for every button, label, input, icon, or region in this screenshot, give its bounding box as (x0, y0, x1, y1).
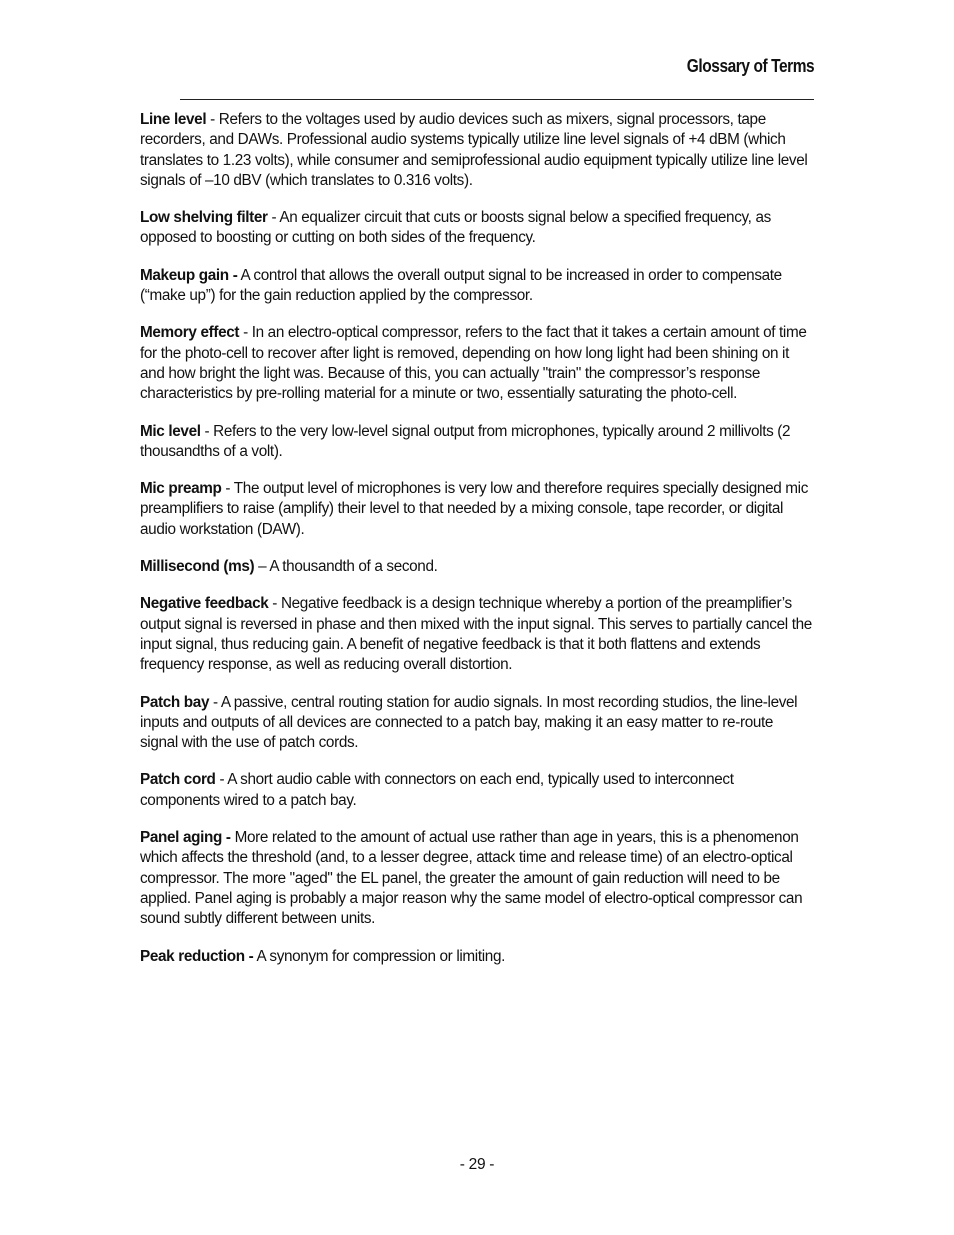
glossary-definition: Refers to the very low-level signal output from microphones, typically around 2 millivolts (2 thousandths of a volt). (140, 422, 791, 460)
glossary-definition: In an electro-optical compressor, refers to the fact that it takes a certain amount of time for the photo-cell to recover after light is removed, depending on how long light had been shining on it and how bright the light was. Because of this, you can actually "train" the compressor’s response characteristics by pre-rolling material for a minute or two, essentially saturating the photo-cell. (140, 324, 807, 403)
glossary-definition: A control that allows the overall output signal to be increased in order to compensate (“make up”) for the gain reduction applied by the compressor. (140, 266, 782, 305)
glossary-entry-panel-aging (140, 828, 812, 929)
glossary-term: Low shelving filter (140, 209, 268, 227)
glossary-entry-makeup-gain (140, 266, 812, 307)
term-separator: - (200, 422, 214, 440)
glossary-definition: A passive, central routing station for audio signals. In most recording studios, the line-level inputs and outputs of all devices are connected to a patch bay, making it an easy matter to re-route signal with the use of patch cords. (140, 693, 798, 752)
glossary-definition: The output level of microphones is very low and therefore requires specially designed mic preamplifiers to raise (amplify) their level to that needed by a mixing console, tape recorder, or digital audio workstation (DAW). (140, 480, 809, 538)
term-separator: - (267, 209, 280, 227)
term-separator: - (209, 693, 221, 711)
glossary-term: Millisecond (ms) (140, 558, 255, 576)
term-separator: - (239, 324, 252, 342)
header-rule (180, 99, 814, 100)
glossary-entry-patch-bay (140, 693, 812, 754)
glossary-definition: Refers to the voltages used by audio devices such as mixers, signal processors, tape recorders, and DAWs. Professional audio systems typically utilize line level signals of +4 dBM (which translates to 1.23 volts), while consumer and semiprofessional audio equipment typically utilize line level signals of –10 dBV (which translates to 0.316 volts). (140, 111, 808, 189)
term-separator: - (268, 595, 281, 613)
page-number: - 29 - (459, 1156, 495, 1173)
glossary-term: Patch bay (140, 693, 210, 711)
glossary-term: Makeup gain - (140, 266, 238, 284)
glossary-term: Mic preamp (140, 480, 222, 498)
term-separator: - (221, 480, 234, 498)
glossary-definition: A short audio cable with connectors on each end, typically used to interconnect components wired to a patch bay. (140, 771, 734, 809)
glossary-term: Mic level (140, 422, 201, 440)
glossary-entry-line-level (140, 110, 812, 191)
glossary-definition: An equalizer circuit that cuts or boosts signal below a specified frequency, as opposed to boosting or cutting on both sides of the frequency. (140, 209, 771, 247)
glossary-definition: More related to the amount of actual use rather than age in years, this is a phenomenon which affects the threshold (and, to a lesser degree, attack time and release time) of an electro-optical compressor. The more "aged" the EL panel, the greater the amount of gain reduction will need to be applied. Panel aging is probably a major reason why the same model of electro-optical compressor can sound subtly different between units. (140, 829, 803, 928)
glossary-definition: Negative feedback is a design technique whereby a portion of the preamplifier’s output signal is reversed in phase and then mixed with the input signal. This serves to partially cancel the input signal, thus reducing gain. A benefit of negative feedback is that it both flattens and extends frequency response, as well as reducing overall distortion. (140, 595, 812, 674)
glossary-entry-low-shelving-filter (140, 208, 812, 249)
glossary-content (140, 110, 812, 984)
glossary-entry-memory-effect (140, 323, 812, 404)
term-separator: - (215, 771, 228, 789)
glossary-definition: A synonym for compression or limiting. (256, 947, 506, 965)
glossary-entry-mic-level (140, 422, 812, 463)
glossary-entry-negative-feedback (140, 594, 812, 675)
page-header (180, 56, 814, 102)
glossary-term: Peak reduction - (140, 947, 254, 965)
glossary-term: Negative feedback (140, 595, 269, 613)
term-separator: – (254, 558, 270, 576)
glossary-term: Panel aging - (140, 829, 231, 847)
glossary-entry-mic-preamp (140, 479, 812, 540)
glossary-term: Patch cord (140, 771, 216, 789)
glossary-definition: A thousandth of a second. (269, 558, 438, 576)
glossary-term: Line level (140, 111, 207, 128)
glossary-entry-peak-reduction (140, 947, 812, 967)
glossary-entry-millisecond (140, 557, 812, 577)
page-title: Glossary of Terms (686, 56, 814, 76)
glossary-entry-patch-cord (140, 770, 812, 811)
glossary-term: Memory effect (140, 324, 240, 342)
term-separator: - (206, 111, 219, 128)
